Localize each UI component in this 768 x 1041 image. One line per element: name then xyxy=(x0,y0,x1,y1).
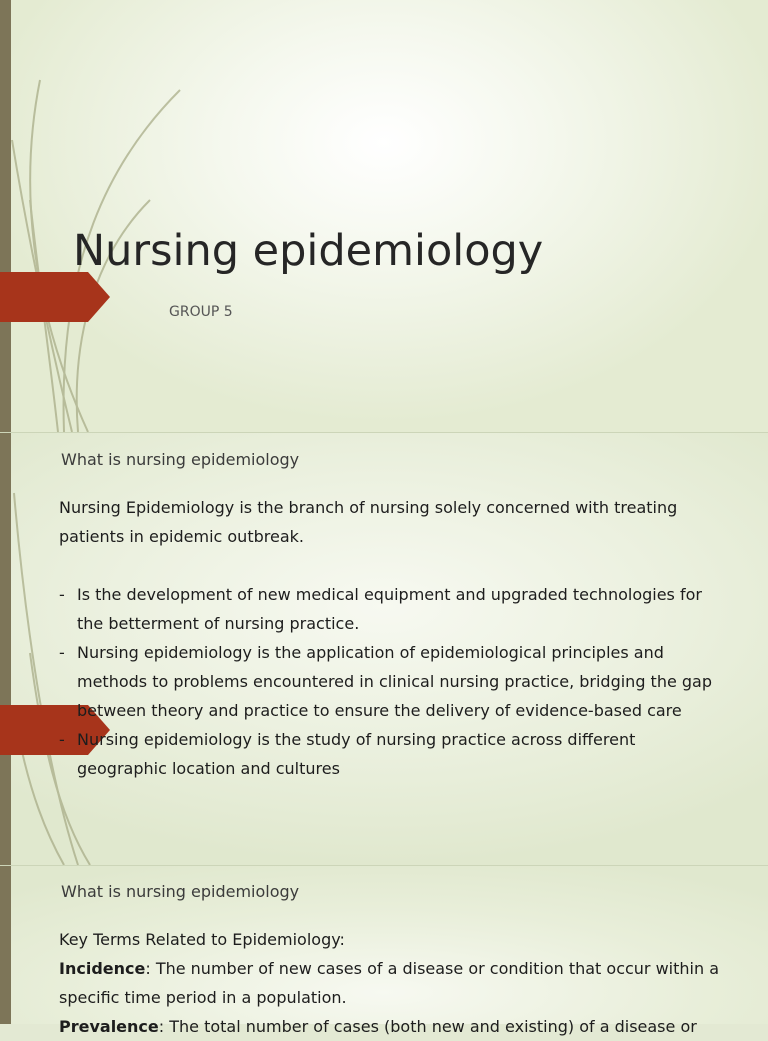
list-item: - Nursing epidemiology is the study of nursing practice across different geographic location and cultures xyxy=(59,725,729,783)
title-slide xyxy=(0,0,768,432)
list-item: - Is the development of new medical equipment and upgraded technologies for the betterment of nursing practice. xyxy=(59,580,729,638)
term-name: Prevalence xyxy=(59,1017,159,1036)
key-terms-slide xyxy=(0,866,768,1036)
definition-slide xyxy=(0,433,768,865)
decorative-swoosh xyxy=(0,0,200,432)
key-terms-label: Key Terms Related to Epidemiology: xyxy=(59,930,345,949)
term-item xyxy=(59,1012,729,1041)
term-definition: : The total number of cases (both new and existing) of a disease or xyxy=(158,1017,697,1036)
slide-body xyxy=(59,925,729,1041)
term-definition: : The number of new cases of a disease or condition that occur within a specific time period in a population. xyxy=(59,959,720,1007)
list-item: - Nursing epidemiology is the application of epidemiological principles and methods to problems encountered in clinical nursing practice, bridging the gap between theory and practice to ensure the delivery of evidence-based care xyxy=(59,638,729,725)
slide-subtitle: GROUP 5 xyxy=(169,304,233,320)
slide-left-bar xyxy=(0,866,11,1024)
paragraph-spacer xyxy=(59,551,729,580)
term-item xyxy=(59,954,729,1012)
slide-heading: What is nursing epidemiology xyxy=(61,450,300,469)
intro-paragraph: Nursing Epidemiology is the branch of nursing solely concerned with treating patients in epidemic outbreak. xyxy=(59,498,678,546)
term-name: Incidence xyxy=(59,959,146,978)
slide-heading: What is nursing epidemiology xyxy=(61,882,300,901)
slide-title: Nursing epidemiology xyxy=(73,226,544,276)
slide-body xyxy=(59,493,729,783)
bullet-list xyxy=(59,580,729,783)
accent-arrow xyxy=(0,272,110,322)
